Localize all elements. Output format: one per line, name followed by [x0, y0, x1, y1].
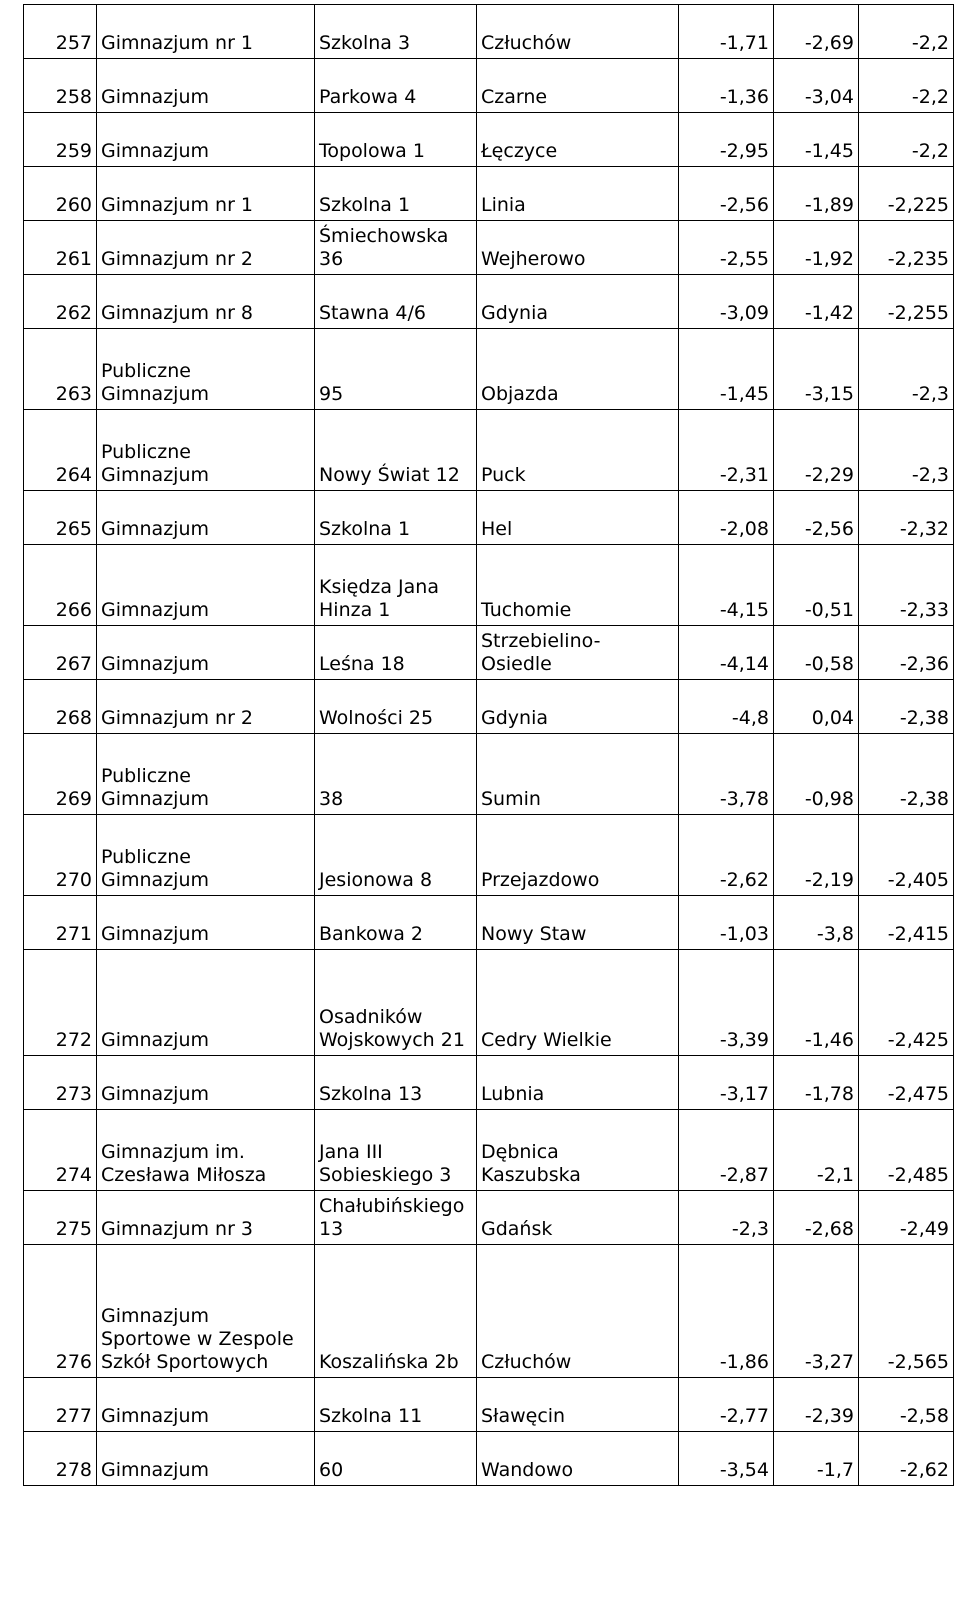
- school-name-line: Gimnazjum nr 2: [101, 248, 254, 270]
- street-cell: [315, 59, 477, 113]
- rank-cell: 277: [24, 1378, 97, 1432]
- rank-cell: 268: [24, 680, 97, 734]
- table-row: [24, 1432, 954, 1486]
- value-1-cell: -4,8: [679, 680, 774, 734]
- table-row: [24, 1378, 954, 1432]
- school-name-cell: [97, 1056, 315, 1110]
- value-1-cell: -2,3: [679, 1191, 774, 1245]
- value-2-cell: -2,19: [774, 815, 859, 896]
- street-line: Osadników: [319, 1006, 423, 1028]
- school-name-line: Gimnazjum: [101, 383, 209, 405]
- school-name-cell: [97, 167, 315, 221]
- value-2-cell: -0,51: [774, 545, 859, 626]
- rank-cell: 260: [24, 167, 97, 221]
- value-2-cell: -1,45: [774, 113, 859, 167]
- city-cell: [477, 113, 679, 167]
- street-cell: [315, 950, 477, 1056]
- value-2-cell: -1,42: [774, 275, 859, 329]
- school-name-cell: [97, 329, 315, 410]
- school-name-line: Gimnazjum: [101, 599, 209, 621]
- table-row: [24, 113, 954, 167]
- rank-cell: 267: [24, 626, 97, 680]
- street-line: Jana III: [319, 1141, 383, 1163]
- value-3-cell: -2,32: [859, 491, 954, 545]
- school-name-line: Gimnazjum: [101, 1405, 209, 1427]
- street-cell: [315, 626, 477, 680]
- value-3-cell: -2,485: [859, 1110, 954, 1191]
- school-name-cell: [97, 680, 315, 734]
- school-name-cell: [97, 491, 315, 545]
- city-line: Cedry Wielkie: [481, 1029, 612, 1051]
- school-name-line: Gimnazjum: [101, 788, 209, 810]
- school-name-cell: [97, 815, 315, 896]
- rank-cell: 275: [24, 1191, 97, 1245]
- rank-cell: 257: [24, 5, 97, 59]
- rank-cell: 271: [24, 896, 97, 950]
- school-name-line: Gimnazjum nr 3: [101, 1218, 254, 1240]
- city-line: Puck: [481, 464, 526, 486]
- school-name-line: Gimnazjum: [101, 518, 209, 540]
- city-line: Przejazdowo: [481, 869, 600, 891]
- street-line: Jesionowa 8: [319, 869, 433, 891]
- city-line: Gdańsk: [481, 1218, 553, 1240]
- value-2-cell: -2,29: [774, 410, 859, 491]
- street-cell: [315, 1245, 477, 1378]
- value-2-cell: -0,98: [774, 734, 859, 815]
- city-cell: [477, 491, 679, 545]
- table-row: [24, 329, 954, 410]
- school-name-line: Publiczne: [101, 765, 191, 787]
- city-cell: [477, 275, 679, 329]
- value-2-cell: -1,92: [774, 221, 859, 275]
- street-line: 13: [319, 1218, 344, 1240]
- city-cell: [477, 815, 679, 896]
- value-1-cell: -2,31: [679, 410, 774, 491]
- city-cell: [477, 410, 679, 491]
- school-name-line: Gimnazjum: [101, 1459, 209, 1481]
- school-name-line: Publiczne: [101, 360, 191, 382]
- street-cell: [315, 1191, 477, 1245]
- table-row: [24, 5, 954, 59]
- value-3-cell: -2,62: [859, 1432, 954, 1486]
- street-cell: [315, 410, 477, 491]
- city-cell: [477, 5, 679, 59]
- table-row: [24, 545, 954, 626]
- value-2-cell: -2,69: [774, 5, 859, 59]
- value-1-cell: -1,03: [679, 896, 774, 950]
- value-3-cell: -2,2: [859, 5, 954, 59]
- value-1-cell: -3,17: [679, 1056, 774, 1110]
- value-3-cell: -2,255: [859, 275, 954, 329]
- street-line: Bankowa 2: [319, 923, 423, 945]
- value-2-cell: -1,78: [774, 1056, 859, 1110]
- school-name-line: Gimnazjum: [101, 1029, 209, 1051]
- ranking-table: [23, 4, 954, 1486]
- school-name-cell: [97, 734, 315, 815]
- school-name-line: Sportowe w Zespole: [101, 1328, 294, 1350]
- city-line: Gdynia: [481, 302, 548, 324]
- value-3-cell: -2,425: [859, 950, 954, 1056]
- street-line: Księdza Jana: [319, 576, 439, 598]
- value-3-cell: -2,475: [859, 1056, 954, 1110]
- school-name-cell: [97, 545, 315, 626]
- street-cell: [315, 275, 477, 329]
- rank-cell: 265: [24, 491, 97, 545]
- school-name-cell: [97, 1432, 315, 1486]
- table-row: [24, 1056, 954, 1110]
- value-1-cell: -1,86: [679, 1245, 774, 1378]
- value-2-cell: -1,89: [774, 167, 859, 221]
- school-name-cell: [97, 950, 315, 1056]
- street-line: Topolowa 1: [319, 140, 425, 162]
- value-1-cell: -4,15: [679, 545, 774, 626]
- table-row: [24, 275, 954, 329]
- value-2-cell: -2,68: [774, 1191, 859, 1245]
- rank-cell: 276: [24, 1245, 97, 1378]
- city-cell: [477, 1110, 679, 1191]
- value-2-cell: -0,58: [774, 626, 859, 680]
- city-cell: [477, 1245, 679, 1378]
- value-3-cell: -2,33: [859, 545, 954, 626]
- street-line: 95: [319, 383, 344, 405]
- rank-cell: 261: [24, 221, 97, 275]
- school-name-line: Gimnazjum: [101, 653, 209, 675]
- street-line: 36: [319, 248, 344, 270]
- value-3-cell: -2,38: [859, 680, 954, 734]
- city-cell: [477, 1191, 679, 1245]
- rank-cell: 274: [24, 1110, 97, 1191]
- value-3-cell: -2,3: [859, 329, 954, 410]
- city-line: Wandowo: [481, 1459, 574, 1481]
- school-name-cell: [97, 410, 315, 491]
- table-row: [24, 815, 954, 896]
- rank-cell: 272: [24, 950, 97, 1056]
- value-3-cell: -2,38: [859, 734, 954, 815]
- value-1-cell: -3,09: [679, 275, 774, 329]
- street-line: Koszalińska 2b: [319, 1351, 459, 1373]
- value-1-cell: -3,39: [679, 950, 774, 1056]
- table-row: [24, 59, 954, 113]
- value-3-cell: -2,225: [859, 167, 954, 221]
- school-name-line: Publiczne: [101, 846, 191, 868]
- school-name-cell: [97, 626, 315, 680]
- school-name-line: Gimnazjum nr 2: [101, 707, 254, 729]
- city-cell: [477, 167, 679, 221]
- city-line: Lubnia: [481, 1083, 545, 1105]
- school-name-cell: [97, 1245, 315, 1378]
- value-2-cell: -3,27: [774, 1245, 859, 1378]
- city-line: Wejherowo: [481, 248, 586, 270]
- school-name-line: Gimnazjum: [101, 140, 209, 162]
- school-name-cell: [97, 275, 315, 329]
- school-name-line: Publiczne: [101, 441, 191, 463]
- rank-cell: 266: [24, 545, 97, 626]
- school-name-line: Gimnazjum: [101, 86, 209, 108]
- city-cell: [477, 734, 679, 815]
- table-row: [24, 734, 954, 815]
- street-line: 60: [319, 1459, 344, 1481]
- school-name-cell: [97, 59, 315, 113]
- value-1-cell: -2,95: [679, 113, 774, 167]
- school-name-cell: [97, 113, 315, 167]
- rank-cell: 258: [24, 59, 97, 113]
- table-row: [24, 221, 954, 275]
- school-name-line: Gimnazjum: [101, 869, 209, 891]
- city-line: Sumin: [481, 788, 541, 810]
- value-1-cell: -2,77: [679, 1378, 774, 1432]
- value-1-cell: -2,87: [679, 1110, 774, 1191]
- table-row: [24, 950, 954, 1056]
- value-2-cell: -3,15: [774, 329, 859, 410]
- street-line: Hinza 1: [319, 599, 391, 621]
- street-line: Sobieskiego 3: [319, 1164, 452, 1186]
- street-cell: [315, 545, 477, 626]
- table-row: [24, 1191, 954, 1245]
- street-line: Chałubińskiego: [319, 1195, 465, 1217]
- school-name-cell: [97, 221, 315, 275]
- street-line: Śmiechowska: [319, 225, 449, 247]
- street-cell: [315, 329, 477, 410]
- street-line: Leśna 18: [319, 653, 405, 675]
- city-line: Czarne: [481, 86, 548, 108]
- school-name-line: Czesława Miłosza: [101, 1164, 267, 1186]
- street-line: Stawna 4/6: [319, 302, 426, 324]
- table-row: [24, 410, 954, 491]
- value-1-cell: -3,54: [679, 1432, 774, 1486]
- school-name-line: Gimnazjum: [101, 464, 209, 486]
- value-3-cell: -2,2: [859, 113, 954, 167]
- city-line: Tuchomie: [481, 599, 572, 621]
- city-line: Linia: [481, 194, 526, 216]
- school-name-cell: [97, 1378, 315, 1432]
- school-name-line: Gimnazjum: [101, 1305, 209, 1327]
- city-cell: [477, 545, 679, 626]
- street-line: Szkolna 13: [319, 1083, 423, 1105]
- rank-cell: 264: [24, 410, 97, 491]
- school-name-line: Gimnazjum nr 1: [101, 194, 254, 216]
- city-cell: [477, 1378, 679, 1432]
- city-cell: [477, 626, 679, 680]
- value-1-cell: -1,45: [679, 329, 774, 410]
- ranking-table-body: [24, 5, 954, 1486]
- value-3-cell: -2,36: [859, 626, 954, 680]
- city-cell: [477, 221, 679, 275]
- city-cell: [477, 950, 679, 1056]
- rank-cell: 263: [24, 329, 97, 410]
- school-name-line: Gimnazjum im.: [101, 1141, 245, 1163]
- city-line: Hel: [481, 518, 513, 540]
- value-1-cell: -2,56: [679, 167, 774, 221]
- value-3-cell: -2,405: [859, 815, 954, 896]
- school-name-line: Gimnazjum: [101, 923, 209, 945]
- street-cell: [315, 1056, 477, 1110]
- school-name-cell: [97, 1110, 315, 1191]
- city-cell: [477, 59, 679, 113]
- city-line: Objazda: [481, 383, 559, 405]
- value-1-cell: -2,08: [679, 491, 774, 545]
- city-cell: [477, 1056, 679, 1110]
- street-cell: [315, 1432, 477, 1486]
- street-cell: [315, 167, 477, 221]
- school-name-line: Gimnazjum nr 8: [101, 302, 254, 324]
- city-line: Nowy Staw: [481, 923, 587, 945]
- value-3-cell: -2,235: [859, 221, 954, 275]
- school-name-line: Gimnazjum nr 1: [101, 32, 254, 54]
- street-cell: [315, 896, 477, 950]
- value-2-cell: 0,04: [774, 680, 859, 734]
- value-1-cell: -3,78: [679, 734, 774, 815]
- value-1-cell: -2,62: [679, 815, 774, 896]
- school-name-cell: [97, 896, 315, 950]
- table-row: [24, 896, 954, 950]
- table-row: [24, 1110, 954, 1191]
- rank-cell: 270: [24, 815, 97, 896]
- rank-cell: 259: [24, 113, 97, 167]
- value-3-cell: -2,415: [859, 896, 954, 950]
- street-line: Szkolna 11: [319, 1405, 423, 1427]
- street-line: Nowy Świat 12: [319, 464, 460, 486]
- value-3-cell: -2,49: [859, 1191, 954, 1245]
- value-1-cell: -2,55: [679, 221, 774, 275]
- school-name-line: Szkół Sportowych: [101, 1351, 269, 1373]
- street-cell: [315, 113, 477, 167]
- street-cell: [315, 221, 477, 275]
- city-line: Dębnica: [481, 1141, 559, 1163]
- value-2-cell: -1,46: [774, 950, 859, 1056]
- value-2-cell: -3,8: [774, 896, 859, 950]
- city-line: Kaszubska: [481, 1164, 581, 1186]
- city-cell: [477, 329, 679, 410]
- street-cell: [315, 1378, 477, 1432]
- city-line: Łęczyce: [481, 140, 558, 162]
- street-line: Szkolna 1: [319, 194, 411, 216]
- school-name-line: Gimnazjum: [101, 1083, 209, 1105]
- city-cell: [477, 1432, 679, 1486]
- value-2-cell: -2,56: [774, 491, 859, 545]
- street-line: Parkowa 4: [319, 86, 417, 108]
- street-line: Szkolna 1: [319, 518, 411, 540]
- street-cell: [315, 1110, 477, 1191]
- street-cell: [315, 815, 477, 896]
- school-name-cell: [97, 1191, 315, 1245]
- street-line: Wojskowych 21: [319, 1029, 465, 1051]
- rank-cell: 278: [24, 1432, 97, 1486]
- table-row: [24, 167, 954, 221]
- street-cell: [315, 680, 477, 734]
- value-2-cell: -3,04: [774, 59, 859, 113]
- school-name-cell: [97, 5, 315, 59]
- value-1-cell: -1,71: [679, 5, 774, 59]
- rank-cell: 273: [24, 1056, 97, 1110]
- rank-cell: 262: [24, 275, 97, 329]
- city-line: Człuchów: [481, 1351, 572, 1373]
- street-cell: [315, 5, 477, 59]
- city-line: Gdynia: [481, 707, 548, 729]
- value-2-cell: -2,39: [774, 1378, 859, 1432]
- city-cell: [477, 680, 679, 734]
- value-3-cell: -2,565: [859, 1245, 954, 1378]
- rank-cell: 269: [24, 734, 97, 815]
- city-cell: [477, 896, 679, 950]
- value-3-cell: -2,58: [859, 1378, 954, 1432]
- value-2-cell: -2,1: [774, 1110, 859, 1191]
- street-line: Wolności 25: [319, 707, 434, 729]
- value-2-cell: -1,7: [774, 1432, 859, 1486]
- street-line: Szkolna 3: [319, 32, 411, 54]
- city-line: Osiedle: [481, 653, 552, 675]
- table-row: [24, 680, 954, 734]
- street-cell: [315, 734, 477, 815]
- table-row: [24, 491, 954, 545]
- value-1-cell: -4,14: [679, 626, 774, 680]
- value-3-cell: -2,2: [859, 59, 954, 113]
- table-row: [24, 626, 954, 680]
- city-line: Strzebielino-: [481, 630, 601, 652]
- street-line: 38: [319, 788, 344, 810]
- street-cell: [315, 491, 477, 545]
- city-line: Sławęcin: [481, 1405, 566, 1427]
- value-1-cell: -1,36: [679, 59, 774, 113]
- value-3-cell: -2,3: [859, 410, 954, 491]
- city-line: Człuchów: [481, 32, 572, 54]
- table-row: [24, 1245, 954, 1378]
